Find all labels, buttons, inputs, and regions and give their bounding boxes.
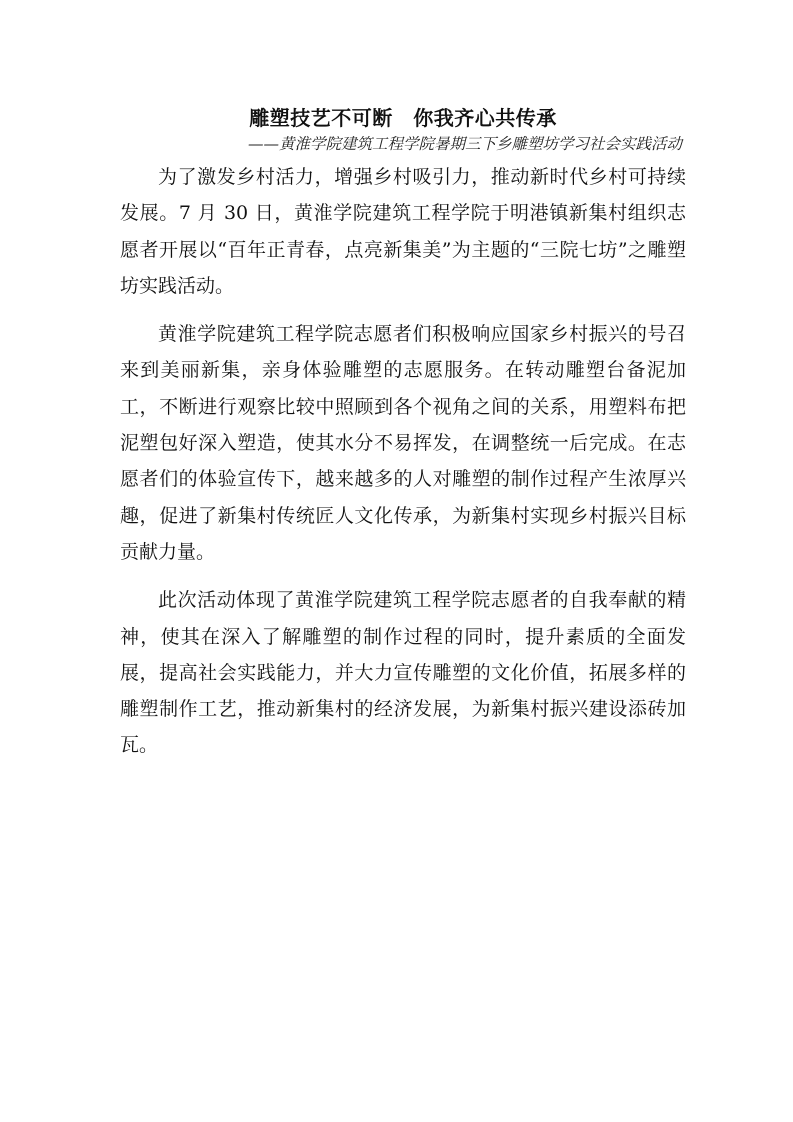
document-body (120, 103, 686, 776)
document-title: 雕塑技艺不可断 你我齐心共传承 (249, 106, 557, 130)
paragraph-2: 黄淮学院建筑工程学院志愿者们积极响应国家乡村振兴的号召来到美丽新集，亲身体验雕塑的志愿服务。在转动雕塑台备泥加工，不断进行观察比较中照顾到各个视角之间的关系，用塑料布把泥塑包好深入塑造，使其水分不易挥发，在调整统一后完成。在志愿者们的体验宣传下，越来越多的人对雕塑的制作过程产生浓厚兴趣，促进了新集村传统匠人文化传承，为新集村实现乡村振兴目标贡献力量。 (120, 323, 686, 563)
paragraph-1: 为了激发乡村活力，增强乡村吸引力，推动新时代乡村可持续发展。7 月 30 日，黄淮学院建筑工程学院于明港镇新集村组织志愿者开展以“百年正青春，点亮新集美”为主题的“三院七坊”之雕塑坊实践活动。 (120, 166, 686, 297)
document-subtitle: ——黄淮学院建筑工程学院暑期三下乡雕塑坊学习社会实践活动 (247, 135, 682, 153)
paragraph-3: 此次活动体现了黄淮学院建筑工程学院志愿者的自我奉献的精神，使其在深入了解雕塑的制作过程的同时，提升素质的全面发展，提高社会实践能力，并大力宣传雕塑的文化价值，拓展多样的雕塑制作工艺，推动新集村的经济发展，为新集村振兴建设添砖加瓦。 (120, 589, 686, 757)
